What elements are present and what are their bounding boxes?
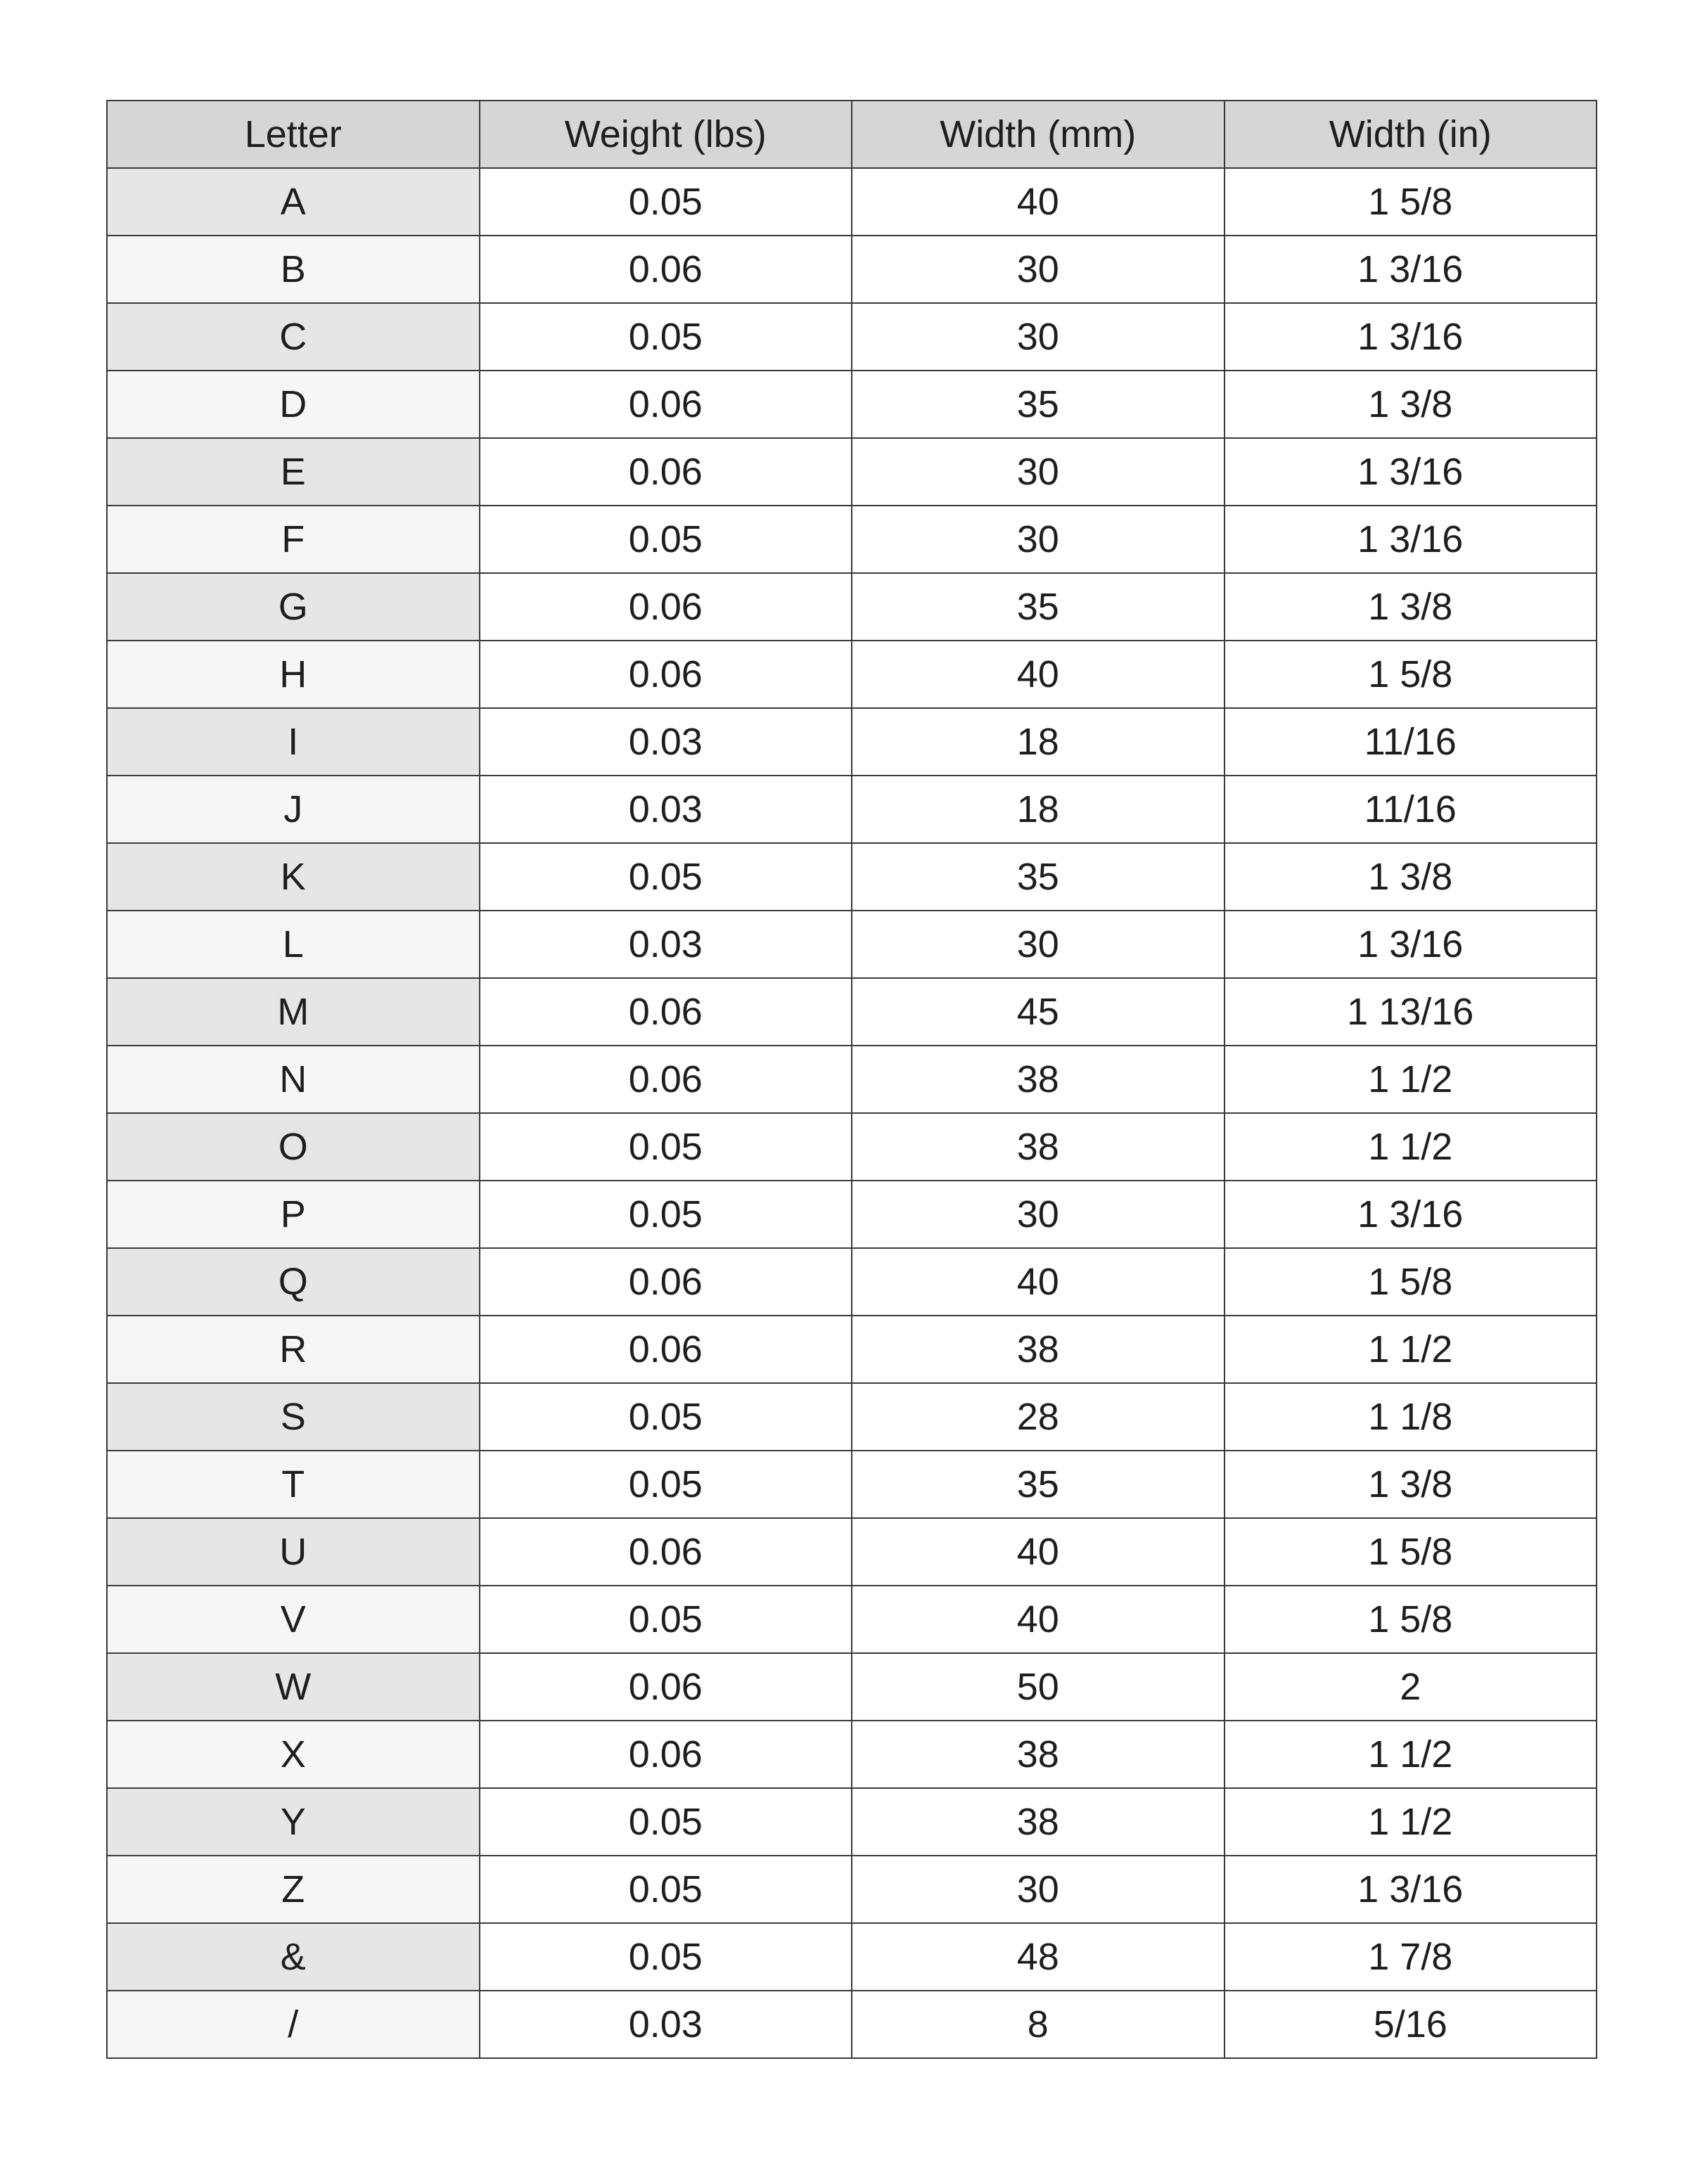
width-mm-cell: 40 [852, 168, 1225, 236]
width-in-cell: 1 3/16 [1225, 506, 1597, 573]
width-in-cell: 1 1/2 [1225, 1046, 1597, 1113]
weight-cell: 0.06 [480, 236, 852, 303]
width-in-cell: 1 5/8 [1225, 168, 1597, 236]
weight-cell: 0.05 [480, 1181, 852, 1248]
width-mm-cell: 30 [852, 303, 1225, 371]
weight-cell: 0.05 [480, 168, 852, 236]
weight-cell: 0.05 [480, 1923, 852, 1991]
letter-cell: U [107, 1518, 480, 1586]
table-row [107, 573, 1597, 641]
width-mm-cell: 30 [852, 236, 1225, 303]
letter-cell: D [107, 371, 480, 438]
width-mm-cell: 38 [852, 1113, 1225, 1181]
letter-cell: L [107, 911, 480, 978]
width-in-cell: 1 3/8 [1225, 843, 1597, 911]
table-row [107, 911, 1597, 978]
letter-cell: O [107, 1113, 480, 1181]
width-in-cell: 11/16 [1225, 708, 1597, 776]
weight-cell: 0.05 [480, 843, 852, 911]
width-mm-cell: 40 [852, 1248, 1225, 1316]
width-in-cell: 5/16 [1225, 1991, 1597, 2058]
width-in-cell: 1 5/8 [1225, 1248, 1597, 1316]
weight-cell: 0.05 [480, 1113, 852, 1181]
weight-cell: 0.06 [480, 1316, 852, 1383]
table-row [107, 1518, 1597, 1586]
letter-cell: V [107, 1586, 480, 1653]
table-row [107, 708, 1597, 776]
table-row [107, 1451, 1597, 1518]
weight-cell: 0.03 [480, 911, 852, 978]
width-mm-cell: 28 [852, 1383, 1225, 1451]
table-row [107, 168, 1597, 236]
header-width-mm: Width (mm) [852, 101, 1225, 168]
header-letter: Letter [107, 101, 480, 168]
width-mm-cell: 35 [852, 1451, 1225, 1518]
letter-cell: K [107, 843, 480, 911]
table-body [107, 168, 1597, 2058]
width-in-cell: 1 3/16 [1225, 303, 1597, 371]
table-header-row [107, 101, 1597, 168]
width-in-cell: 1 5/8 [1225, 641, 1597, 708]
table-row [107, 1181, 1597, 1248]
header-weight: Weight (lbs) [480, 101, 852, 168]
letter-cell: M [107, 978, 480, 1046]
weight-cell: 0.05 [480, 1586, 852, 1653]
table-row [107, 438, 1597, 506]
table-row [107, 1653, 1597, 1721]
width-in-cell: 11/16 [1225, 776, 1597, 843]
letter-cell: S [107, 1383, 480, 1451]
width-mm-cell: 35 [852, 843, 1225, 911]
table-row [107, 371, 1597, 438]
width-in-cell: 1 3/16 [1225, 1856, 1597, 1923]
weight-cell: 0.03 [480, 776, 852, 843]
weight-cell: 0.06 [480, 1653, 852, 1721]
table-row [107, 303, 1597, 371]
letter-cell: J [107, 776, 480, 843]
width-in-cell: 1 1/2 [1225, 1316, 1597, 1383]
letter-cell: E [107, 438, 480, 506]
letter-cell: Z [107, 1856, 480, 1923]
width-mm-cell: 30 [852, 1181, 1225, 1248]
letter-cell: I [107, 708, 480, 776]
table-row [107, 843, 1597, 911]
weight-cell: 0.06 [480, 1046, 852, 1113]
weight-cell: 0.06 [480, 573, 852, 641]
weight-cell: 0.05 [480, 303, 852, 371]
letter-cell: Q [107, 1248, 480, 1316]
width-in-cell: 1 3/16 [1225, 236, 1597, 303]
weight-cell: 0.06 [480, 1721, 852, 1788]
width-mm-cell: 38 [852, 1046, 1225, 1113]
weight-cell: 0.06 [480, 641, 852, 708]
letter-cell: H [107, 641, 480, 708]
width-in-cell: 1 3/8 [1225, 1451, 1597, 1518]
width-in-cell: 1 3/8 [1225, 573, 1597, 641]
width-mm-cell: 38 [852, 1788, 1225, 1856]
letter-size-table [106, 100, 1597, 2059]
weight-cell: 0.06 [480, 371, 852, 438]
letter-cell: X [107, 1721, 480, 1788]
width-mm-cell: 30 [852, 438, 1225, 506]
table-row [107, 1316, 1597, 1383]
table-row [107, 1586, 1597, 1653]
letter-cell: G [107, 573, 480, 641]
width-in-cell: 1 1/2 [1225, 1788, 1597, 1856]
width-in-cell: 1 3/16 [1225, 911, 1597, 978]
weight-cell: 0.03 [480, 708, 852, 776]
weight-cell: 0.06 [480, 1518, 852, 1586]
weight-cell: 0.05 [480, 1788, 852, 1856]
width-mm-cell: 30 [852, 1856, 1225, 1923]
width-in-cell: 2 [1225, 1653, 1597, 1721]
letter-cell: / [107, 1991, 480, 2058]
table-row [107, 1046, 1597, 1113]
width-in-cell: 1 13/16 [1225, 978, 1597, 1046]
letter-cell: A [107, 168, 480, 236]
table-row [107, 236, 1597, 303]
width-in-cell: 1 1/2 [1225, 1721, 1597, 1788]
table-row [107, 1923, 1597, 1991]
table-row [107, 1113, 1597, 1181]
width-mm-cell: 35 [852, 573, 1225, 641]
letter-cell: & [107, 1923, 480, 1991]
letter-cell: C [107, 303, 480, 371]
table-row [107, 1856, 1597, 1923]
width-in-cell: 1 5/8 [1225, 1518, 1597, 1586]
letter-cell: N [107, 1046, 480, 1113]
width-mm-cell: 35 [852, 371, 1225, 438]
width-in-cell: 1 5/8 [1225, 1586, 1597, 1653]
weight-cell: 0.03 [480, 1991, 852, 2058]
weight-cell: 0.05 [480, 1383, 852, 1451]
table-row [107, 1721, 1597, 1788]
width-in-cell: 1 1/8 [1225, 1383, 1597, 1451]
width-mm-cell: 8 [852, 1991, 1225, 2058]
weight-cell: 0.05 [480, 1451, 852, 1518]
width-mm-cell: 48 [852, 1923, 1225, 1991]
width-in-cell: 1 3/8 [1225, 371, 1597, 438]
table-row [107, 776, 1597, 843]
width-mm-cell: 40 [852, 1586, 1225, 1653]
table-row [107, 506, 1597, 573]
letter-cell: B [107, 236, 480, 303]
width-in-cell: 1 7/8 [1225, 1923, 1597, 1991]
weight-cell: 0.05 [480, 1856, 852, 1923]
width-mm-cell: 40 [852, 641, 1225, 708]
width-mm-cell: 30 [852, 911, 1225, 978]
letter-cell: W [107, 1653, 480, 1721]
header-width-in: Width (in) [1225, 101, 1597, 168]
letter-cell: Y [107, 1788, 480, 1856]
width-mm-cell: 18 [852, 708, 1225, 776]
table-row [107, 1788, 1597, 1856]
width-in-cell: 1 3/16 [1225, 1181, 1597, 1248]
table-row [107, 1991, 1597, 2058]
letter-cell: P [107, 1181, 480, 1248]
letter-cell: T [107, 1451, 480, 1518]
width-in-cell: 1 3/16 [1225, 438, 1597, 506]
weight-cell: 0.06 [480, 1248, 852, 1316]
width-mm-cell: 45 [852, 978, 1225, 1046]
width-in-cell: 1 1/2 [1225, 1113, 1597, 1181]
width-mm-cell: 50 [852, 1653, 1225, 1721]
width-mm-cell: 30 [852, 506, 1225, 573]
width-mm-cell: 40 [852, 1518, 1225, 1586]
table-row [107, 641, 1597, 708]
letter-cell: F [107, 506, 480, 573]
width-mm-cell: 18 [852, 776, 1225, 843]
table-row [107, 1383, 1597, 1451]
weight-cell: 0.06 [480, 978, 852, 1046]
table-row [107, 1248, 1597, 1316]
weight-cell: 0.06 [480, 438, 852, 506]
width-mm-cell: 38 [852, 1721, 1225, 1788]
width-mm-cell: 38 [852, 1316, 1225, 1383]
table-row [107, 978, 1597, 1046]
letter-cell: R [107, 1316, 480, 1383]
weight-cell: 0.05 [480, 506, 852, 573]
